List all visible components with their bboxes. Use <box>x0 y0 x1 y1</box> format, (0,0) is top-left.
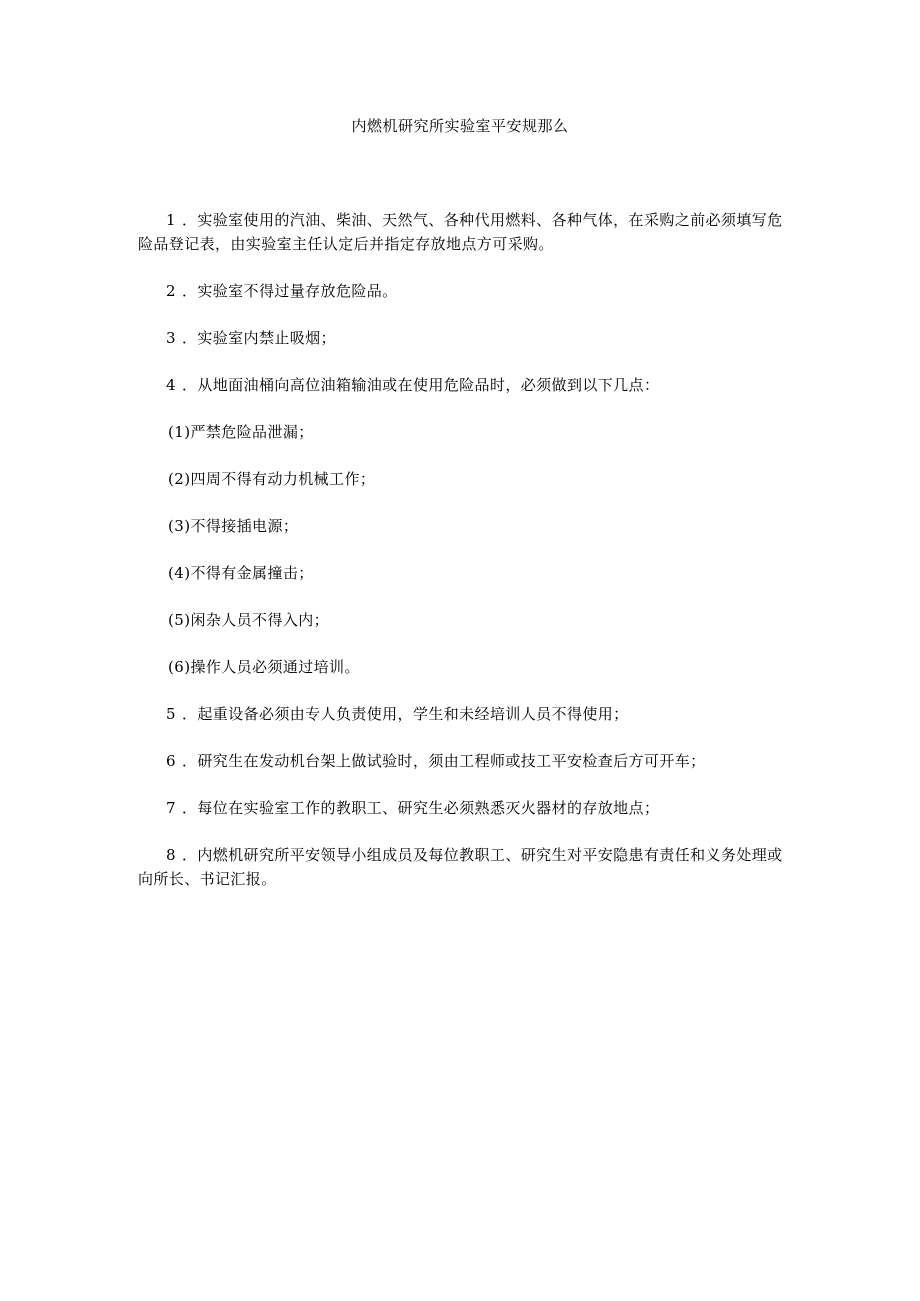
rule-item-5 <box>138 702 788 726</box>
rule-text: ．实验室不得过量存放危险品。 <box>181 282 398 300</box>
rule-number: 1 <box>166 211 176 229</box>
rule-number: 6 <box>166 752 176 770</box>
rule-item-2 <box>138 279 788 303</box>
rule-text: ．内燃机研究所平安领导小组成员及每位教职工、研究生对平安隐患有责任和义务处理或向所长、书记汇报。 <box>138 846 783 888</box>
sub-rule-3: (3)不得接插电源； <box>168 517 299 535</box>
rule-number: 4 <box>166 376 176 394</box>
sub-rule-1: (1)严禁危险品泄漏； <box>168 423 314 441</box>
rule-text: ．研究生在发动机台架上做试验时，须由工程师或技工平安检查后方可开车； <box>181 752 706 770</box>
rule-number: 8 <box>166 846 176 864</box>
sub-rule-6: (6)操作人员必须通过培训。 <box>168 658 360 676</box>
rule-item-1 <box>138 208 788 256</box>
rule-item-6 <box>138 749 788 773</box>
rule-text: ．从地面油桶向高位油箱输油或在使用危险品时，必须做到以下几点： <box>181 376 660 394</box>
rule-number: 2 <box>166 282 176 300</box>
rule-text: ．实验室使用的汽油、柴油、天然气、各种代用燃料、各种气体，在采购之前必须填写危险品登记表，由实验室主任认定后并指定存放地点方可采购。 <box>138 211 783 253</box>
rule-item-7 <box>138 796 788 820</box>
rule-text: ．每位在实验室工作的教职工、研究生必须熟悉灭火器材的存放地点； <box>181 799 660 817</box>
rule-number: 7 <box>166 799 176 817</box>
rule-item-8 <box>138 843 788 891</box>
document-body <box>138 208 788 914</box>
document-title: 内燃机研究所实验室平安规那么 <box>351 117 569 135</box>
sub-rule-4: (4)不得有金属撞击； <box>168 564 314 582</box>
rule-number: 3 <box>166 329 176 347</box>
sub-rule-5: (5)闲杂人员不得入内； <box>168 611 330 629</box>
rule-number: 5 <box>166 705 176 723</box>
sub-rule-2: (2)四周不得有动力机械工作； <box>168 470 376 488</box>
rule-item-4 <box>138 373 788 397</box>
rule-text: ．实验室内禁止吸烟； <box>181 329 336 347</box>
rule-text: ．起重设备必须由专人负责使用，学生和未经培训人员不得使用； <box>181 705 629 723</box>
rule-item-3 <box>138 326 788 350</box>
